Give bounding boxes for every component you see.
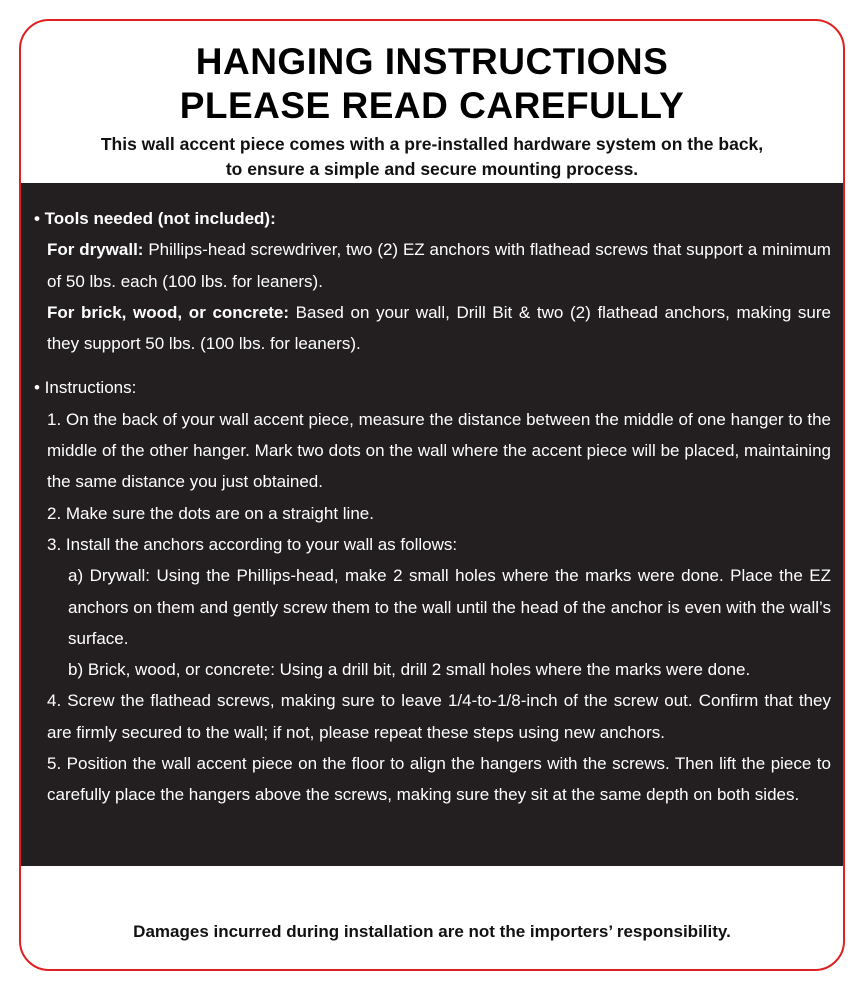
brick-label: For brick, wood, or concrete: <box>47 302 289 322</box>
step-3b: b) Brick, wood, or concrete: Using a drill bit, drill 2 small holes where the marks were done. <box>68 660 751 680</box>
step-1: 1. On the back of your wall accent piece, measure the distance between the middle of one hanger to the middle of the other hanger. Mark two dots on the wall where the accent piece will be placed, maintaining the same distance you just obtained. <box>47 409 831 492</box>
instructions-panel <box>21 183 843 866</box>
title-line-1: HANGING INSTRUCTIONS <box>195 41 669 82</box>
step-3a: a) Drywall: Using the Phillips-head, make 2 small holes where the marks were done. Place the EZ anchors on them and gently screw them to the wall until the head of the anchor is even with the wall’s surface. <box>68 566 831 648</box>
tools-drywall <box>34 234 831 297</box>
instructions-content <box>34 203 831 811</box>
instruction-card <box>19 19 845 971</box>
subtitle-line-1: This wall accent piece comes with a pre-installed hardware system on the back, <box>100 134 764 154</box>
drywall-text: Phillips-head screwdriver, two (2) EZ anchors with flathead screws that support a minimum of 50 lbs. each (100 lbs. for leaners). <box>47 240 831 291</box>
tools-brick <box>34 297 831 360</box>
header <box>21 21 843 183</box>
step-3: 3. Install the anchors according to your wall as follows: <box>47 534 458 554</box>
title-line-2: PLEASE READ CAREFULLY <box>179 85 685 126</box>
section-spacer <box>34 359 831 372</box>
step-5: 5. Position the wall accent piece on the floor to align the hangers with the screws. Then lift the piece to carefully place the hangers above the screws, making sure they sit at the same depth on both sides. <box>47 754 831 805</box>
drywall-label: For drywall: <box>47 240 144 260</box>
disclaimer: Damages incurred during installation are not the importers’ responsibility. <box>133 922 731 941</box>
step-2: 2. Make sure the dots are on a straight line. <box>47 503 374 523</box>
tools-heading: • Tools needed (not included): <box>34 209 276 228</box>
subtitle-line-2: to ensure a simple and secure mounting process. <box>225 159 639 179</box>
instructions-heading: • Instructions: <box>34 378 137 398</box>
brick-text: Based on your wall, Drill Bit & two (2) flathead anchors, making sure they support 50 lbs. (100 lbs. for leaners). <box>47 302 831 354</box>
step-4: 4. Screw the flathead screws, making sure to leave 1/4-to-1/8-inch of the screw out. Confirm that they are firmly secured to the wall; if not, please repeat these steps using new anchors. <box>47 691 831 742</box>
